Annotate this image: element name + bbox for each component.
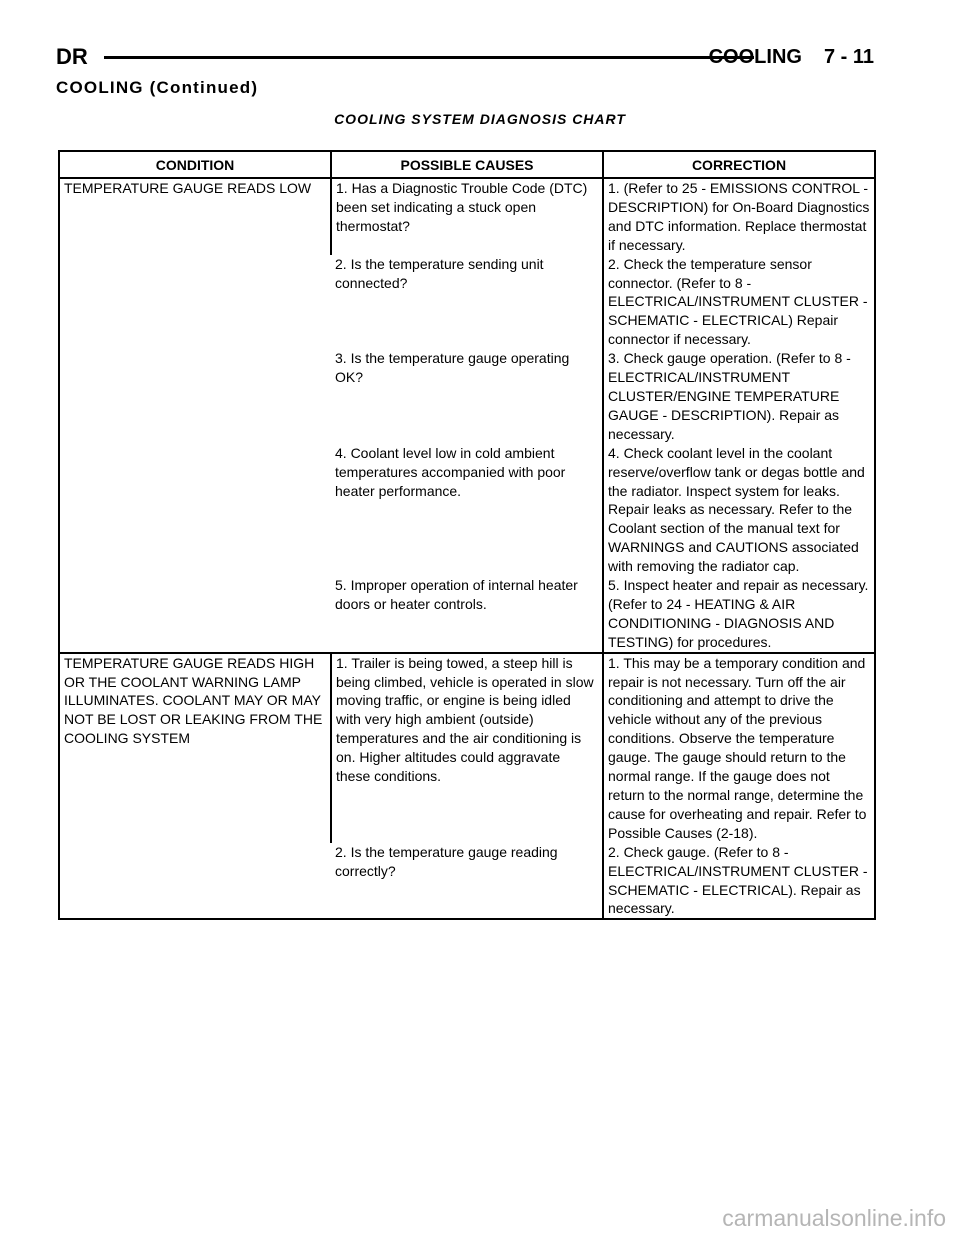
correction-cell xyxy=(603,843,875,920)
header-section-name: COOLING xyxy=(708,46,802,68)
column-header-condition: CONDITION xyxy=(59,151,331,178)
cause-cell xyxy=(331,178,603,255)
correction-text: 4. Check coolant level in the coolant reserve/overflow tank or degas bottle and the radiator. Inspect system for leaks. Repair leaks as necessary. Refer to the Coolant section of the manual text for WARNINGS and CAUTIONS associated with removing the radiator cap. xyxy=(608,444,865,575)
column-header-causes: POSSIBLE CAUSES xyxy=(331,151,603,178)
correction-text: 2. Check gauge. (Refer to 8 - ELECTRICAL/INSTRUMENT CLUSTER - SCHEMATIC - ELECTRICAL). Repair as necessary. xyxy=(608,843,868,917)
correction-text: 5. Inspect heater and repair as necessary. (Refer to 24 - HEATING & AIR CONDITIONING - DIAGNOSIS AND TESTING) for procedures. xyxy=(608,577,869,650)
cause-text: 4. Coolant level low in cold ambient temperatures accompanied with poor heater performance. xyxy=(335,444,566,499)
correction-text: 1. This may be a temporary condition and repair is not necessary. Turn off the air conditioning and attempt to drive the vehicle without any of the previous conditions. Observe the temperature gauge. The gauge should return to the normal range. If the gauge does not return to the normal range, determine the cause for overheating and repair. Refer to Possible Causes (2-18). xyxy=(608,654,867,841)
correction-cell xyxy=(603,255,875,350)
chart-caption: COOLING SYSTEM DIAGNOSIS CHART xyxy=(334,111,626,127)
correction-text: 1. (Refer to 25 - EMISSIONS CONTROL - DESCRIPTION) for On-Board Diagnostics and DTC information. Replace thermostat if necessary. xyxy=(608,180,870,253)
header-manual-code: DR xyxy=(56,44,88,69)
table-row xyxy=(59,653,875,843)
correction-cell xyxy=(603,444,875,576)
correction-cell xyxy=(603,349,875,444)
section-title: COOLING (Continued) xyxy=(56,78,259,97)
cause-cell xyxy=(331,843,603,920)
cause-text: 2. Is the temperature sending unit connected? xyxy=(335,255,544,291)
watermark: carmanualsonline.info xyxy=(722,1205,946,1231)
cause-cell xyxy=(331,349,603,444)
header-page-number: 7 - 11 xyxy=(823,46,874,68)
condition-cell xyxy=(59,653,331,920)
page-header xyxy=(56,44,874,70)
table-header-row xyxy=(59,151,875,178)
correction-text: 2. Check the temperature sensor connector. (Refer to 8 - ELECTRICAL/INSTRUMENT CLUSTER - SCHEMATIC - ELECTRICAL) Repair connector if necessary. xyxy=(608,255,868,348)
header-rule xyxy=(104,56,754,59)
cause-cell xyxy=(331,576,603,653)
table-body xyxy=(59,178,875,919)
cause-cell xyxy=(331,653,603,843)
correction-text: 3. Check gauge operation. (Refer to 8 - ELECTRICAL/INSTRUMENT CLUSTER/ENGINE TEMPERATURE GAUGE - DESCRIPTION). Repair as necessary. xyxy=(608,350,851,442)
cause-text: 1. Trailer is being towed, a steep hill is being climbed, vehicle is operated in slow moving traffic, or engine is being idled with very high ambient (outside) temperatures and the air conditioning is on. Higher altitudes could aggravate these conditions. xyxy=(336,654,594,785)
cause-cell xyxy=(331,255,603,350)
condition-text: TEMPERATURE GAUGE READS LOW xyxy=(64,180,312,196)
condition-text: TEMPERATURE GAUGE READS HIGH OR THE COOLANT WARNING LAMP ILLUMINATES. COOLANT MAY OR MAY NOT BE LOST OR LEAKING FROM THE COOLING SYSTEM xyxy=(64,654,323,747)
correction-cell xyxy=(603,178,875,255)
column-header-correction: CORRECTION xyxy=(603,151,875,178)
header-right xyxy=(709,44,874,70)
table-row xyxy=(59,178,875,255)
cause-text: 1. Has a Diagnostic Trouble Code (DTC) been set indicating a stuck open thermostat? xyxy=(336,180,588,234)
cause-text: 5. Improper operation of internal heater doors or heater controls. xyxy=(335,577,578,612)
correction-cell xyxy=(603,576,875,653)
cause-text: 2. Is the temperature gauge reading correctly? xyxy=(335,843,558,879)
condition-cell xyxy=(59,178,331,653)
cause-text: 3. Is the temperature gauge operating OK? xyxy=(335,350,570,386)
correction-cell xyxy=(603,653,875,843)
cause-cell xyxy=(331,444,603,576)
diagnosis-table xyxy=(58,150,876,920)
